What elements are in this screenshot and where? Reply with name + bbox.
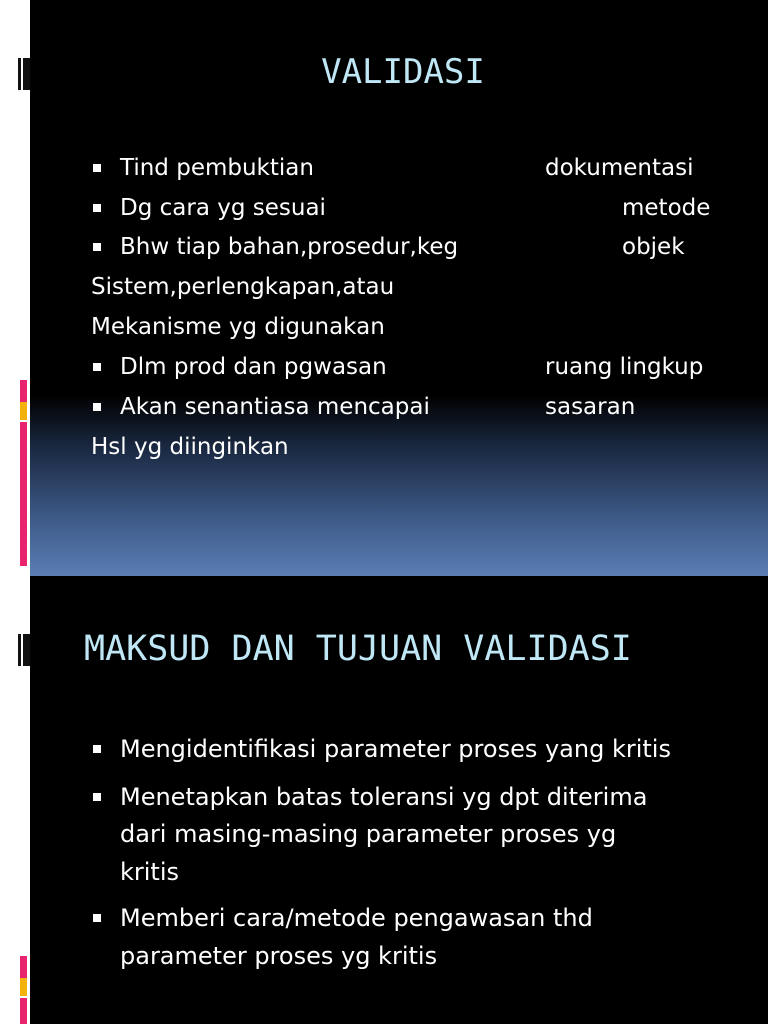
accent-bar bbox=[20, 956, 27, 1024]
list-item-term: objek bbox=[622, 234, 685, 260]
list-item: Dlm prod dan pgwasan bbox=[120, 354, 387, 380]
bullet-icon bbox=[93, 914, 101, 922]
list-item: Memberi cara/metode pengawasan thd bbox=[120, 904, 593, 932]
list-item-term: ruang lingkup bbox=[545, 354, 704, 380]
list-item-term: metode bbox=[622, 195, 711, 221]
list-item: Mengidentifikasi parameter proses yang kritis bbox=[120, 735, 671, 763]
list-item-continuation: parameter proses yg kritis bbox=[120, 942, 438, 970]
list-item: Menetapkan batas toleransi yg dpt diterima bbox=[120, 783, 648, 811]
bullet-icon bbox=[93, 164, 101, 172]
bullet-icon bbox=[93, 363, 101, 371]
list-item-continuation: dari masing-masing parameter proses yg bbox=[120, 820, 617, 848]
list-continuation: Mekanisme yg digunakan bbox=[91, 314, 385, 340]
bullet-icon bbox=[93, 403, 101, 411]
bullet-icon bbox=[93, 745, 101, 753]
accent-bar bbox=[20, 380, 27, 566]
slide-title: VALIDASI bbox=[321, 52, 485, 92]
slide-title: MAKSUD DAN TUJUAN VALIDASI bbox=[84, 629, 632, 669]
bullet-icon bbox=[93, 243, 101, 251]
list-continuation: Hsl yg diinginkan bbox=[91, 434, 289, 460]
bullet-icon bbox=[93, 204, 101, 212]
list-item-continuation: kritis bbox=[120, 858, 180, 886]
bullet-icon bbox=[93, 793, 101, 801]
list-item: Dg cara yg sesuai bbox=[120, 195, 326, 221]
list-item: Tind pembuktian bbox=[120, 155, 314, 181]
list-item: Akan senantiasa mencapai bbox=[120, 394, 430, 420]
list-item: Bhw tiap bahan,prosedur,keg bbox=[120, 234, 459, 260]
list-item-term: sasaran bbox=[545, 394, 636, 420]
list-item-term: dokumentasi bbox=[545, 155, 694, 181]
list-continuation: Sistem,perlengkapan,atau bbox=[91, 274, 395, 300]
